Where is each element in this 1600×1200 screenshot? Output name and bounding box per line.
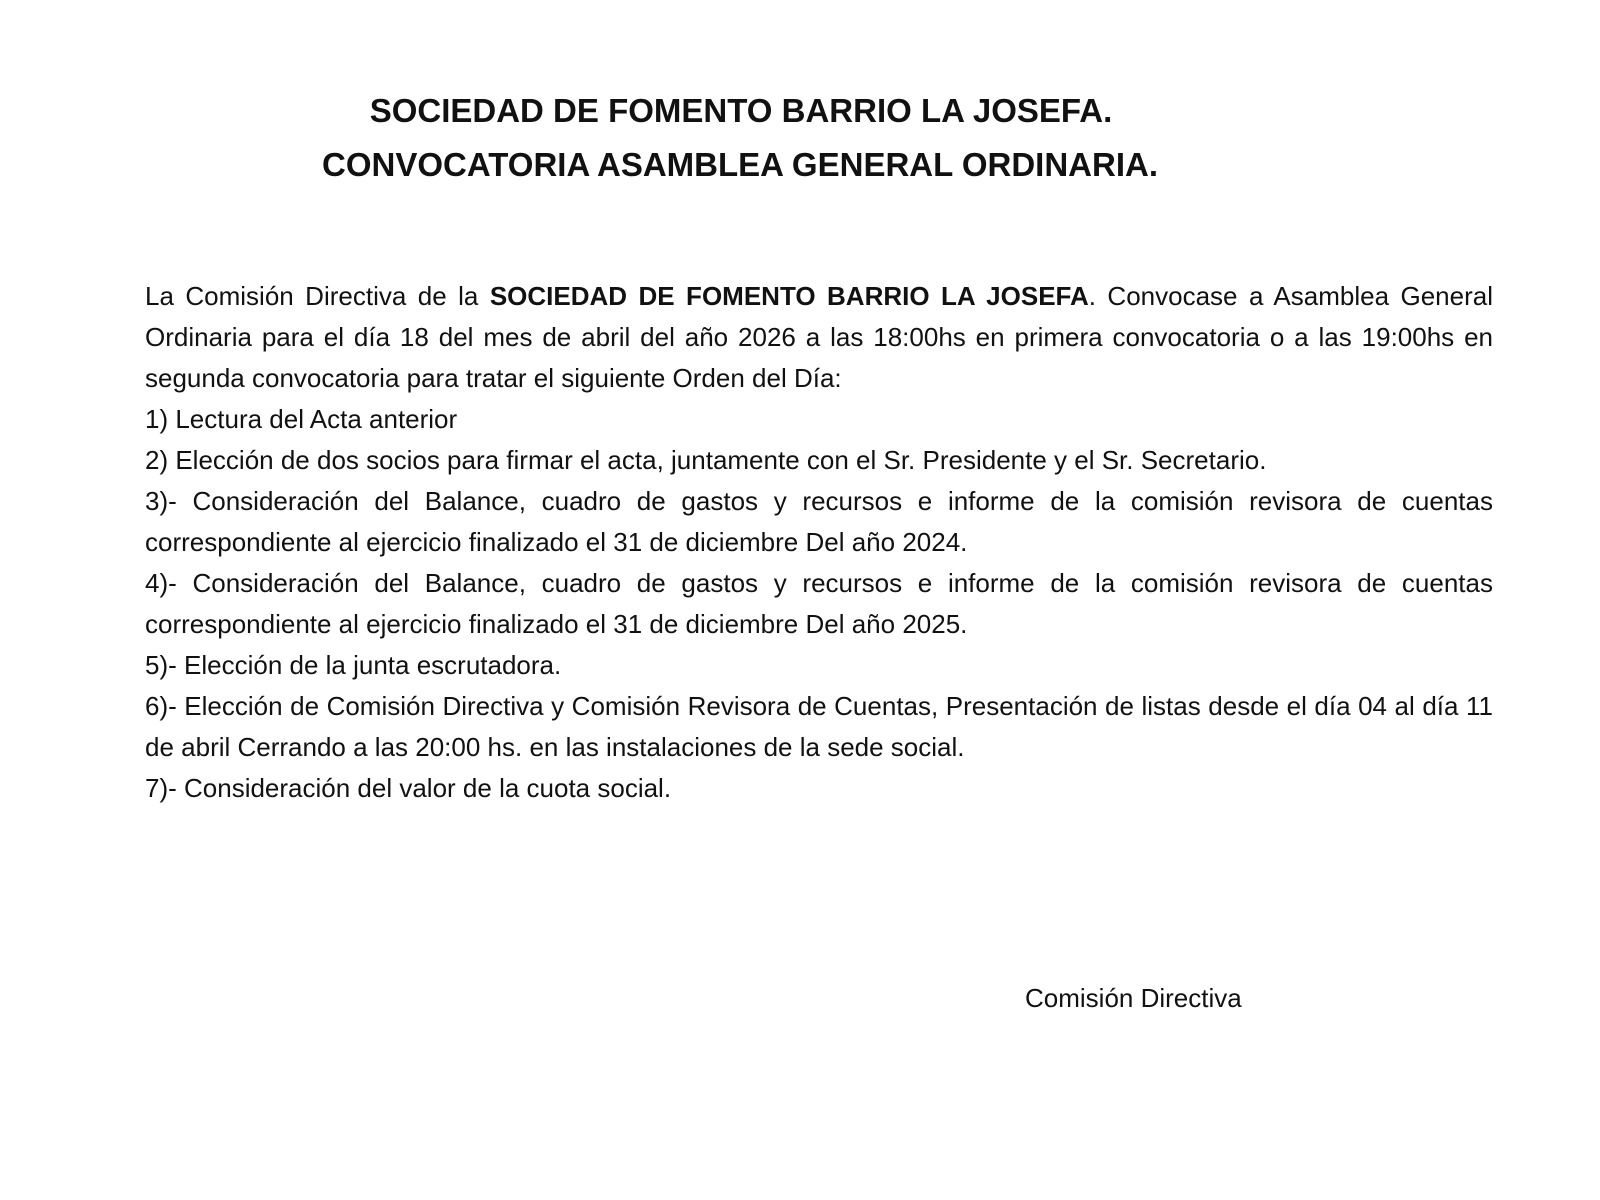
document-body <box>145 276 1493 809</box>
agenda-item-4: 4)- Consideración del Balance, cuadro de gastos y recursos e informe de la comisión revisora de cuentas correspondiente al ejercicio finalizado el 31 de diciembre Del año 2025. <box>145 568 1493 639</box>
agenda-item-3: 3)- Consideración del Balance, cuadro de gastos y recursos e informe de la comisión revisora de cuentas correspondiente al ejercicio finalizado el 31 de diciembre Del año 2024. <box>145 486 1493 557</box>
title-convocatoria: CONVOCATORIA ASAMBLEA GENERAL ORDINARIA. <box>321 146 1159 183</box>
title-organization: SOCIEDAD DE FOMENTO BARRIO LA JOSEFA. <box>369 92 1113 129</box>
signature: Comisión Directiva <box>1025 983 1242 1013</box>
intro-suffix: . Convocase a Asamblea General Ordinaria para el día 18 del mes de abril del año 2026 a las 18:00hs en primera convocatoria o a las 19:00hs en segunda convocatoria para tratar el siguiente Orden del Día: <box>145 281 1493 393</box>
agenda-item-7: 7)- Consideración del valor de la cuota social. <box>145 773 672 803</box>
intro-prefix: La Comisión Directiva de la <box>145 281 490 311</box>
intro-paragraph <box>145 276 1493 399</box>
document-title <box>0 84 1480 192</box>
agenda-item-6: 6)- Elección de Comisión Directiva y Comisión Revisora de Cuentas, Presentación de listas desde el día 04 al día 11 de abril Cerrando a las 20:00 hs. en las instalaciones de la sede social. <box>145 691 1493 762</box>
intro-org-name: SOCIEDAD DE FOMENTO BARRIO LA JOSEFA <box>489 281 1089 311</box>
agenda-item-1: 1) Lectura del Acta anterior <box>145 404 458 434</box>
agenda-item-2: 2) Elección de dos socios para firmar el acta, juntamente con el Sr. Presidente y el Sr. Secretario. <box>145 445 1267 475</box>
agenda-item-5: 5)- Elección de la junta escrutadora. <box>145 650 562 680</box>
